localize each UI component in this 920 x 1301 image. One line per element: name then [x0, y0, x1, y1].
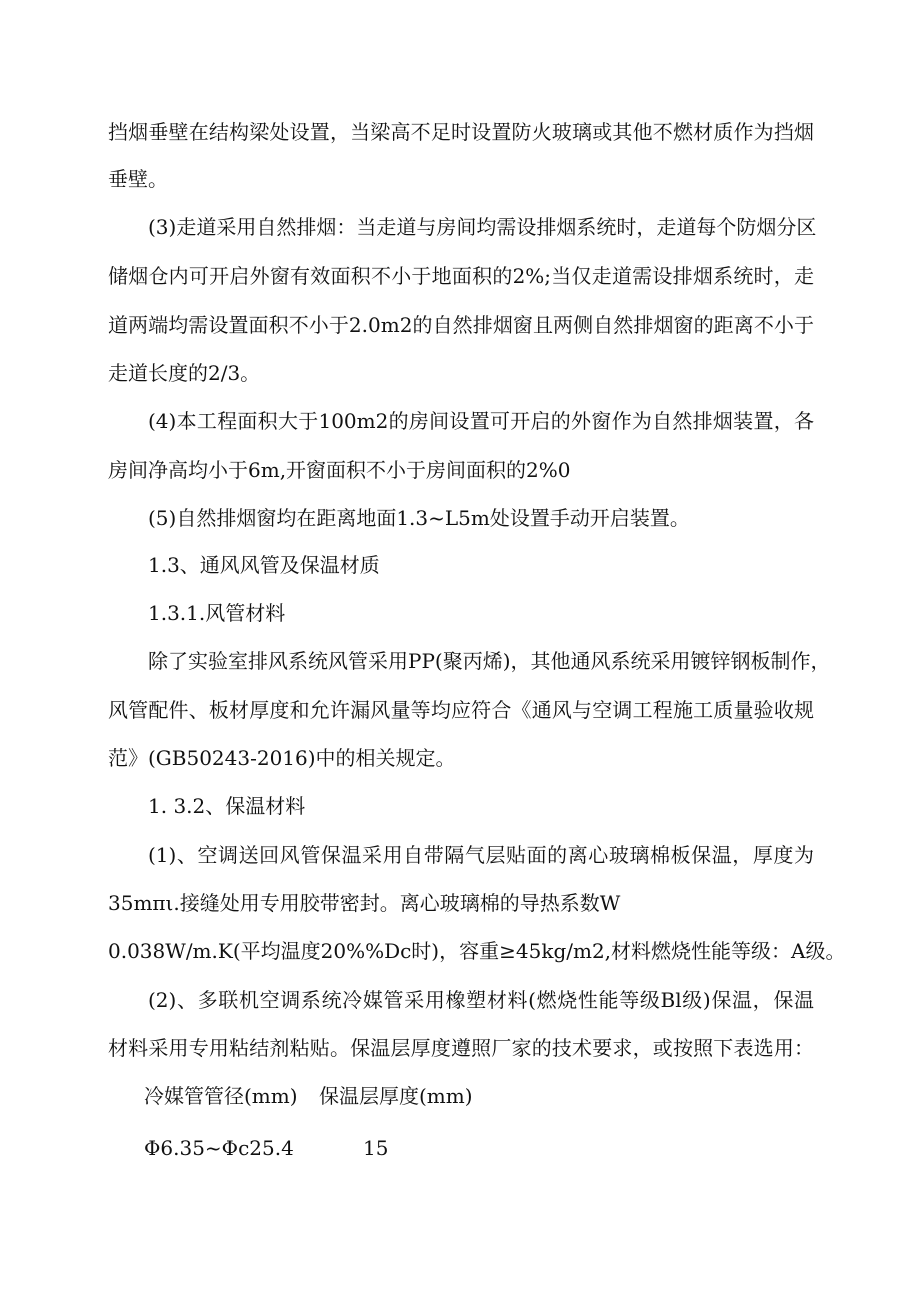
paragraph-insulation-line-1: (1)、空调送回风管保温采用自带隔气层贴面的离心玻璃棉板保温，厚度为 [148, 843, 814, 867]
paragraph-insulation-line-3: 0.038W∕m.K(平均温度20%%Dc时)，容重≥45kg∕m2,材料燃烧性能等级：A级。 [108, 939, 846, 963]
paragraph-refrigerant-line-2: 材料采用专用粘结剂粘贴。保温层厚度遵照厂家的技术要求，或按照下表选用： [108, 1036, 814, 1060]
paragraph-duct-line-1: 除了实验室排风系统风管采用PP(聚丙烯)，其他通风系统采用镀锌钢板制作， [148, 649, 831, 673]
paragraph-duct-line-2: 风管配件、板材厚度和允许漏风量等均应符合《通风与空调工程施工质量验收规 [108, 698, 814, 722]
paragraph-corridor-line-4: 走道长度的2/3。 [108, 361, 261, 385]
paragraph-corridor-line-1: (3)走道采用自然排烟：当走道与房间均需设排烟系统时，走道每个防烟分区 [148, 215, 817, 239]
paragraph-smoke-barrier-line-1: 挡烟垂壁在结构梁处设置，当梁高不足时设置防火玻璃或其他不燃材质作为挡烟 [108, 120, 814, 144]
paragraph-manual-open: (5)自然排烟窗均在距离地面1.3~L5m处设置手动开启装置。 [148, 506, 690, 530]
section-heading-1-3-2: 1. 3.2、保温材料 [148, 794, 306, 818]
paragraph-rooms-line-1: (4)本工程面积大于100m2的房间设置可开启的外窗作为自然排烟装置，各 [148, 409, 814, 433]
paragraph-rooms-line-2: 房间净高均小于6m,开窗面积不小于房间面积的2%0 [108, 458, 571, 482]
paragraph-insulation-line-2: 35mπι.接缝处用专用胶带密封。离心玻璃棉的导热系数W [108, 891, 621, 915]
table-cell-pipe-diameter: Φ6.35~Φc25.4 [144, 1136, 294, 1160]
paragraph-refrigerant-line-1: (2)、多联机空调系统冷媒管采用橡塑材料(燃烧性能等级Bl级)保温，保温 [148, 988, 814, 1012]
section-heading-1-3-1: 1.3.1.风管材料 [148, 601, 286, 625]
paragraph-smoke-barrier-line-2: 垂壁。 [108, 167, 168, 191]
paragraph-corridor-line-2: 储烟仓内可开启外窗有效面积不小于地面积的2%;当仅走道需设排烟系统时，走 [108, 264, 814, 288]
table-cell-insulation-thickness: 15 [363, 1136, 389, 1160]
section-heading-1-3: 1.3、通风风管及保温材质 [148, 553, 380, 577]
table-header-pipe-diameter: 冷媒管管径(mm) [144, 1084, 298, 1108]
table-header-insulation-thickness: 保温层厚度(mm) [319, 1084, 473, 1108]
paragraph-corridor-line-3: 道两端均需设置面积不小于2.0m2的自然排烟窗且两侧自然排烟窗的距离不小于 [108, 313, 814, 337]
paragraph-duct-line-3: 范》(GB50243-2016)中的相关规定。 [108, 746, 456, 770]
